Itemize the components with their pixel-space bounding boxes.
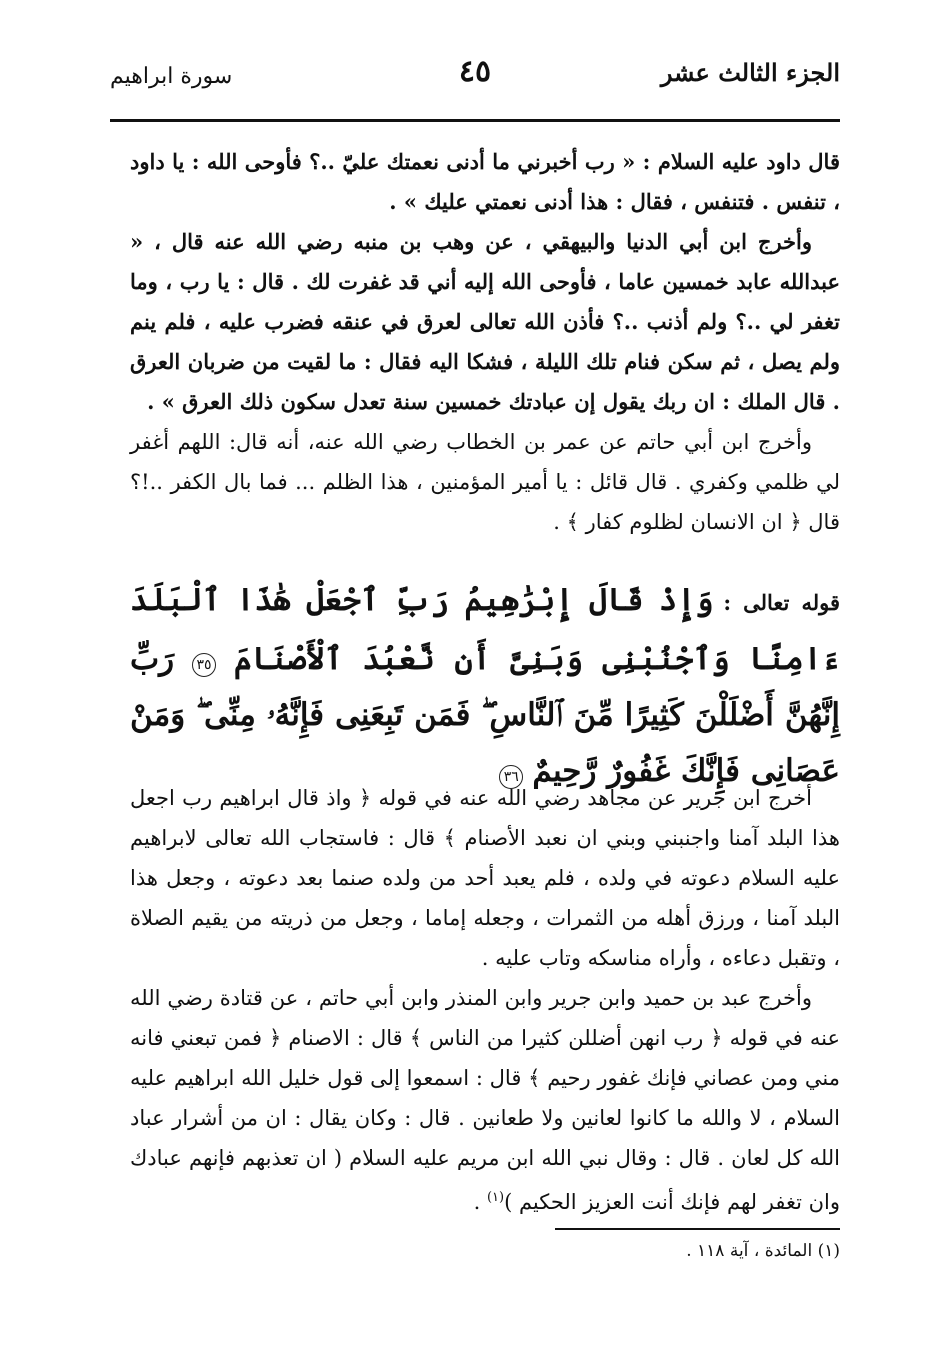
- surah-label: سورة ابراهيم: [110, 64, 233, 89]
- paragraph-dawud: قال داود عليه السلام : « رب أخبرني ما أدنى نعمتك عليّ ..؟ فأوحى الله : يا داود ، تنفس . فتنفس ، فقال : هذا أدنى نعمتي عليك » .: [130, 149, 840, 214]
- paragraph-umar: وأخرج ابن أبي حاتم عن عمر بن الخطاب رضي الله عنه، أنه قال: اللهم أغفر لي ظلمي وكفري . قال قائل : يا أمير المؤمنين ، هذا الظلم ... فما بال الكفر ..!؟ قال ﴿ ان الانسان لظلوم كفار ﴾ .: [130, 430, 840, 534]
- paragraph-wahb: وأخرج ابن أبي الدنيا والبيهقي ، عن وهب بن منبه رضي الله عنه قال ، « عبدالله عابد خمسين عاما ، فأوحى الله إليه أني قد غفرت لك . قال : يا رب ، وما تغفر لي ..؟ ولم أذنب ..؟ فأذن الله تعالى لعرق في عنقه فضرب عليه ، فلم ينم ولم يصل ، ثم سكن فنام تلك الليلة ، فشكا اليه فقال : ما لقيت من ضربان العرق . قال الملك : ان ربك يقول إن عبادتك خمسين سنة تعدل سكون ذلك العرق » .: [130, 229, 840, 414]
- quran-verse-35: وَإِذْ قَالَ إِبْرَٰهِيمُ رَبِّ ٱجْعَلْ هَٰذَا ٱلْبَلَدَ ءَامِنًا وَٱجْنُبْنِى وَبَنِىَّ أَن نَّعْبُدَ ٱلْأَصْنَامَ: [130, 582, 841, 677]
- quran-intro-label: قوله تعالى :: [723, 590, 840, 615]
- footnote-text: (١) المائدة ، آية ١١٨ .: [686, 1241, 840, 1261]
- text-block-top: [130, 142, 840, 542]
- page-number: ٤٥: [458, 54, 492, 89]
- page-header: [110, 52, 840, 102]
- footnote-divider: [555, 1228, 840, 1230]
- footnote-reference: (١): [486, 1190, 505, 1205]
- quran-verse-block: [130, 572, 840, 799]
- ayah-number-36: ٣٦: [499, 765, 523, 789]
- ayah-number-35: ٣٥: [192, 653, 216, 677]
- paragraph-qatada-text: وأخرج عبد بن حميد وابن جرير وابن المنذر وابن أبي حاتم ، عن قتادة رضي الله عنه في قوله ﴿ رب انهن أضللن كثيرا من الناس ﴾ قال : الاصنام ﴿ فمن تبعني فانه مني ومن عصاني فإنك غفور رحيم ﴾ قال : اسمعوا إلى قول خليل الله ابراهيم عليه السلام ، لا والله ما كانوا لعانين ولا طعانين . قال : وكان يقال : ان من أشرار عباد الله كل لعان . قال : وقال نبي الله ابن مريم عليه السلام ( ان تعذبهم فإنهم عبادك وان تغفر لهم فإنك أنت العزيز الحكيم ): [130, 986, 840, 1214]
- quran-verse-36: رَبِّ إِنَّهُنَّ أَضْلَلْنَ كَثِيرًا مِّنَ ٱلنَّاسِ ۖ فَمَن تَبِعَنِى فَإِنَّهُۥ مِنِّى ۖ وَمَنْ عَصَانِى فَإِنَّكَ غَفُورٌ رَّحِيمٌ: [130, 641, 840, 789]
- part-label: الجزء الثالث عشر: [660, 58, 840, 87]
- paragraph-mujahid: أخرج ابن جرير عن مجاهد رضي الله عنه في قوله ﴿ واذ قال ابراهيم رب اجعل هذا البلد آمنا واجنبني وبني ان نعبد الأصنام ﴾ قال : فاستجاب الله تعالى لابراهيم عليه السلام دعوته في ولده ، فلم يعبد أحد من ولده صنما بعد دعوته ، وجعل هذا البلد آمنا ، ورزق أهله من الثمرات ، وجعله إماما ، وجعل من ذريته من يقيم الصلاة ، وتقبل دعاءه ، وأراه مناسكه وتاب عليه .: [130, 786, 840, 970]
- paragraph-qatada: وأخرج عبد بن حميد وابن جرير وابن المنذر وابن أبي حاتم ، عن قتادة رضي الله عنه في قوله ﴿ رب انهن أضللن كثيرا من الناس ﴾ قال : الاصنام ﴿ فمن تبعني فانه مني ومن عصاني فإنك غفور رحيم ﴾ قال : اسمعوا إلى قول خليل الله ابراهيم عليه السلام ، لا والله ما كانوا لعانين ولا طعانين . قال : وكان يقال : ان من أشرار عباد الله كل لعان . قال : وقال نبي الله ابن مريم عليه السلام ( ان تعذبهم فإنهم عبادك وان تغفر لهم فإنك أنت العزيز الحكيم )$^{(١)}$ .: [130, 986, 840, 1214]
- header-divider: [110, 119, 840, 122]
- text-block-bottom: [130, 778, 840, 1222]
